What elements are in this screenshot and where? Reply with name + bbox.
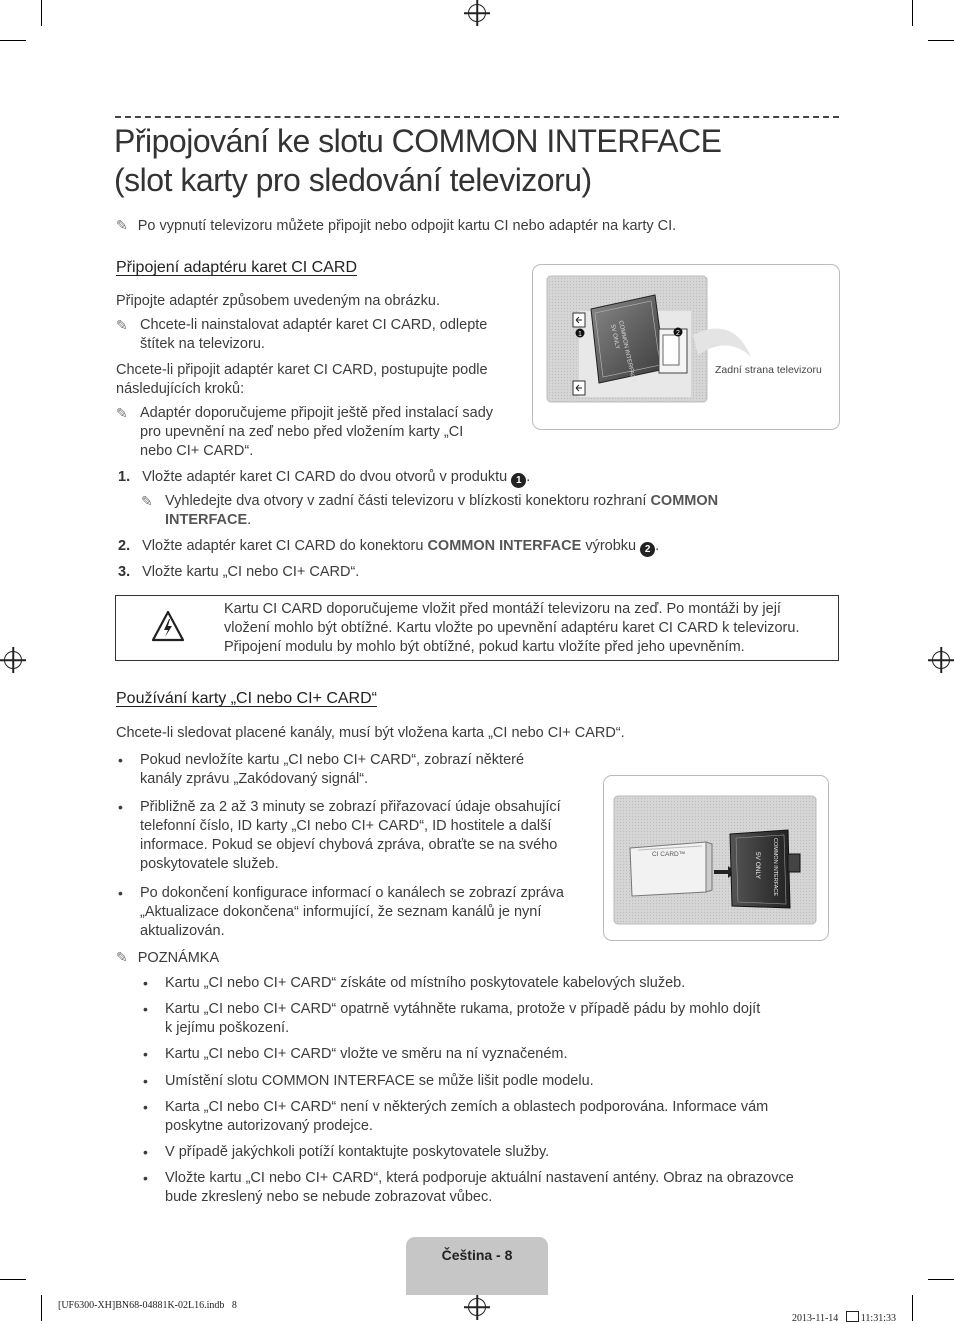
bullet: • <box>143 1099 148 1115</box>
bullet: • <box>143 1144 148 1160</box>
crop-mark <box>928 1279 954 1280</box>
list-item: • Karta „CI nebo CI+ CARD“ není v některých zemích a oblastech podporována. Informace vám poskytne autorizovaný prodejce. <box>143 1099 769 1134</box>
callout-1-icon: 1 <box>511 473 526 488</box>
intro-note: ✎ Po vypnutí televizoru můžete připojit nebo odpojit kartu CI nebo adaptér na karty CI. <box>116 217 677 234</box>
note-icon: ✎ <box>116 949 128 965</box>
svg-text:2: 2 <box>676 330 680 337</box>
ci-card-illustration <box>604 776 828 940</box>
note: ✎ Chcete-li nainstalovat adaptér karet CI CARD, odlepte štítek na televizoru. <box>116 317 488 352</box>
bullet: • <box>118 799 123 815</box>
paragraph: Chcete-li sledovat placené kanály, musí být vložena karta „CI nebo CI+ CARD“. <box>116 725 625 741</box>
list-item: • V případě jakýchkoli potíží kontaktujte poskytovatele služby. <box>143 1144 550 1160</box>
svg-text:1: 1 <box>578 331 582 338</box>
figure-ci-card <box>603 775 829 941</box>
footer-file: [UF6300-XH]BN68-04881K-02L16.indb 8 <box>58 1300 237 1311</box>
step-2: 2. Vložte adaptér karet CI CARD do konektoru COMMON INTERFACE výrobku 2 . <box>118 538 660 555</box>
list-item: • Umístění slotu COMMON INTERFACE se může lišit podle modelu. <box>143 1073 594 1089</box>
paragraph: Chcete-li připojit adaptér karet CI CARD, postupujte podle následujících kroků: <box>116 362 488 397</box>
list-item: • Přibližně za 2 až 3 minuty se zobrazí přiřazovací údaje obsahující telefonní číslo, ID karty „CI nebo CI+ CARD“, ID hostitele a další informace. Pokud se objeví chybová zpráva, obraťte se na svého poskytovatele služeb. <box>118 799 561 872</box>
note-icon: ✎ <box>116 217 128 233</box>
bullet: • <box>118 885 123 901</box>
crop-mark <box>928 40 954 41</box>
crop-mark <box>912 0 913 26</box>
bullet: • <box>143 1001 148 1017</box>
title-rule <box>115 116 839 118</box>
svg-text:COMMON INTERFACE: COMMON INTERFACE <box>772 838 778 897</box>
note-icon: ✎ <box>141 493 153 509</box>
list-item: • Vložte kartu „CI nebo CI+ CARD“, která podporuje aktuální nastavení antény. Obraz na obrazovce bude zkreslený nebo se nebude zobrazovat vůbec. <box>143 1170 794 1205</box>
section-heading: Používání karty „CI nebo CI+ CARD“ <box>116 690 377 707</box>
bullet: • <box>143 1073 148 1089</box>
list-item: • Kartu „CI nebo CI+ CARD“ získáte od místního poskytovatele kabelových služeb. <box>143 975 686 991</box>
step-3: 3. Vložte kartu „CI nebo CI+ CARD“. <box>118 564 360 580</box>
registration-mark-icon <box>4 651 22 669</box>
warning-icon <box>151 610 185 642</box>
crop-mark <box>912 1295 913 1321</box>
bullet: • <box>143 1046 148 1062</box>
warning-box: Kartu CI CARD doporučujeme vložit před montáží televizoru na zeď. Po montáži by její vložení mohlo být obtížné. Kartu vložte po upevnění adaptéru karet CI CARD k televizoru. Připojení modulu by mohlo být obtížné, pokud kartu vložíte před jeho upevněním. <box>115 595 839 661</box>
note: ✎ Adaptér doporučujeme připojit ještě před instalací sady pro upevnění na zeď nebo před vložením karty „CI nebo CI+ CARD“. <box>116 405 494 459</box>
registration-mark-icon <box>468 1298 486 1316</box>
list-item: • Po dokončení konfigurace informací o kanálech se zobrazí zpráva „Aktualizace dokončena“ informující, že seznam kanálů je nyní aktualizován. <box>118 885 564 939</box>
crop-mark <box>41 1295 42 1321</box>
registration-mark-icon <box>468 4 486 22</box>
adapter-illustration <box>533 265 839 429</box>
svg-text:5V ONLY: 5V ONLY <box>754 852 761 879</box>
figure-caption: Zadní strana televizoru <box>715 364 822 376</box>
bullet: • <box>118 752 123 768</box>
footer-date: 2013-11-14 11:31:33 <box>792 1313 896 1324</box>
page-number: Čeština - 8 <box>441 1247 513 1263</box>
paragraph: Připojte adaptér způsobem uvedeným na obrázku. <box>116 293 441 309</box>
list-item: • Kartu „CI nebo CI+ CARD“ vložte ve směru na ní vyznačeném. <box>143 1046 568 1062</box>
clock-icon <box>846 1311 859 1322</box>
list-item: • Kartu „CI nebo CI+ CARD“ opatrně vytáhněte rukama, protože v případě pádu by mohlo dojít k jejímu poškození. <box>143 1001 761 1036</box>
svg-text:COMMON INTERFACE: COMMON INTERFACE <box>617 320 637 384</box>
note-heading: ✎ POZNÁMKA <box>116 949 220 966</box>
step-1-note: ✎ Vyhledejte dva otvory v zadní části televizoru v blízkosti konektoru rozhraní COMMON INTERFACE. <box>141 493 719 528</box>
note-icon: ✎ <box>116 405 128 421</box>
crop-mark <box>41 0 42 26</box>
callout-2-icon: 2 <box>640 542 655 557</box>
svg-text:CI CARD™: CI CARD™ <box>652 851 686 858</box>
registration-mark-icon <box>932 651 950 669</box>
crop-mark <box>0 40 26 41</box>
list-item: • Pokud nevložíte kartu „CI nebo CI+ CARD“, zobrazí některé kanály zprávu „Zakódovaný signál“. <box>118 752 525 787</box>
bullet: • <box>143 1170 148 1186</box>
page-number-tab <box>406 1237 548 1295</box>
section-heading: Připojení adaptéru karet CI CARD <box>116 259 357 276</box>
bullet: • <box>143 975 148 991</box>
note-icon: ✎ <box>116 317 128 333</box>
figure-tv-back <box>532 264 840 430</box>
crop-mark <box>0 1279 26 1280</box>
svg-text:5V ONLY: 5V ONLY <box>609 324 621 350</box>
page-title: Připojování ke slotu COMMON INTERFACE (slot karty pro sledování televizoru) <box>114 123 722 198</box>
step-1: 1. Vložte adaptér karet CI CARD do dvou otvorů v produktu 1 . <box>118 469 531 486</box>
